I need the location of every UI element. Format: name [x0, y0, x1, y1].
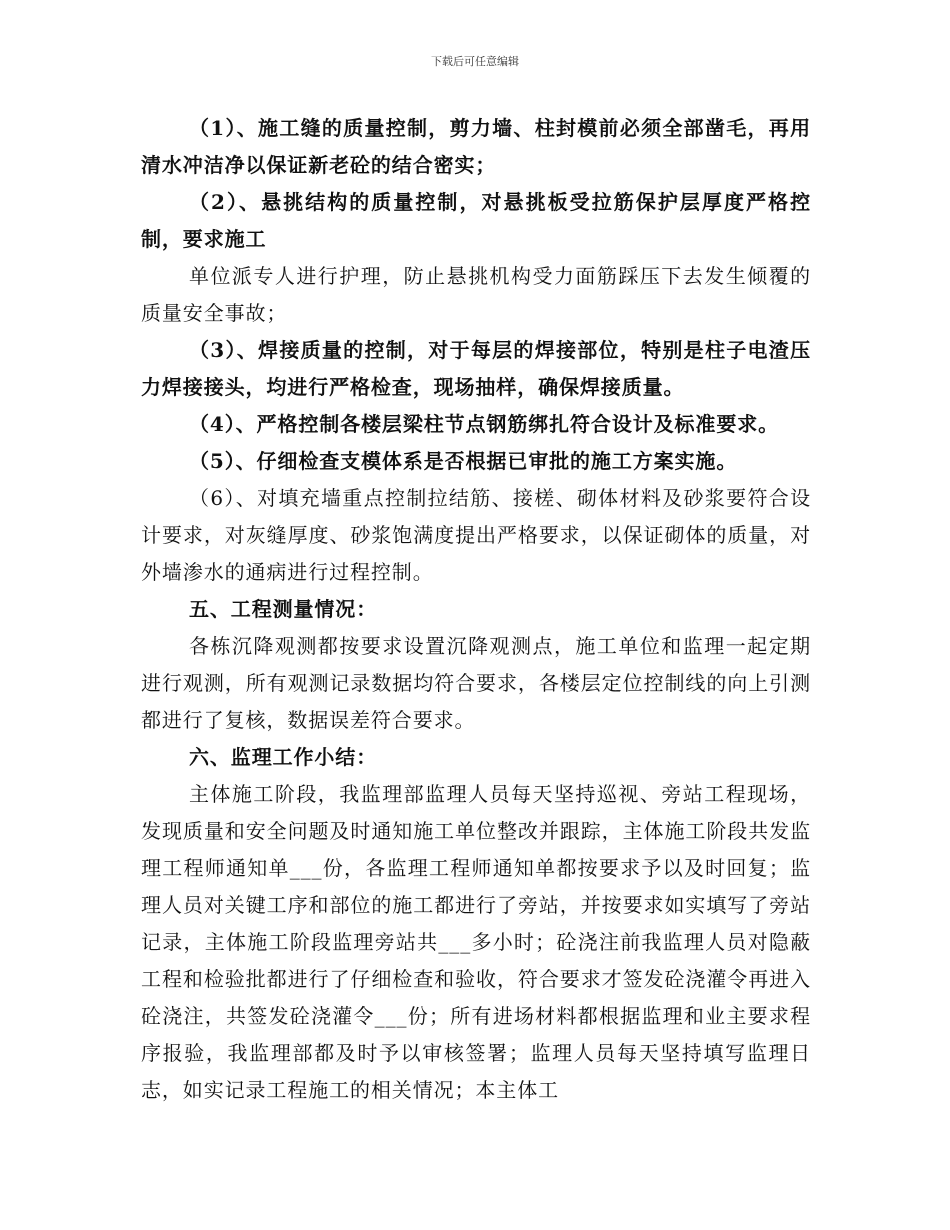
document-body	[141, 110, 811, 1109]
paragraph-construction-joint: （1）、施工缝的质量控制，剪力墙、柱封模前必须全部凿毛，再用清水冲洁净以保证新老砼的结合密实；	[141, 116, 811, 177]
paragraph-survey: 各栋沉降观测都按要求设置沉降观测点，施工单位和监理一起定期进行观测，所有观测记录数据均符合要求，各楼层定位控制线的向上引测都进行了复核，数据误差符合要求。	[141, 634, 811, 732]
paragraph-cantilever-protection: 单位派专人进行护理，防止悬挑机构受力面筋踩压下去发生倾覆的质量安全事故；	[141, 264, 811, 325]
paragraph-summary: 主体施工阶段，我监理部监理人员每天坚持巡视、旁站工程现场，发现质量和安全问题及时通知施工单位整改并跟踪，主体施工阶段共发监理工程师通知单___份，各监理工程师通知单都按要求予以及时回复；监理人员对关键工序和部位的施工都进行了旁站，并按要求如实填写了旁站记录，主体施工阶段监理旁站共___多小时；砼浇注前我监理人员对隐蔽工程和检验批都进行了仔细检查和验收，符合要求才签发砼浇灌令再进入砼浇注，共签发砼浇灌令___份；所有进场材料都根据监理和业主要求程序报验，我监理部都及时予以审核签署；监理人员每天坚持填写监理日志，如实记录工程施工的相关情况；本主体工	[141, 782, 811, 1102]
paragraph-formwork-check: （5）、仔细检查支模体系是否根据已审批的施工方案实施。	[189, 449, 738, 473]
section-heading-summary: 六、监理工作小结：	[189, 745, 378, 769]
paragraph-cantilever-structure: （2）、悬挑结构的质量控制，对悬挑板受拉筋保护层厚度严格控制，要求施工	[141, 190, 811, 251]
paragraph-beam-column-nodes: （4）、严格控制各楼层梁柱节点钢筋绑扎符合设计及标准要求。	[189, 412, 780, 436]
section-heading-survey: 五、工程测量情况：	[189, 597, 378, 621]
paragraph-welding-quality: （3）、焊接质量的控制，对于每层的焊接部位，特别是柱子电渣压力焊接接头，均进行严格检查，现场抽样，确保焊接质量。	[141, 338, 811, 399]
page-header: 下载后可任意编辑	[431, 55, 519, 68]
paragraph-infill-wall: （6）、对填充墙重点控制拉结筋、接槎、砌体材料及砂浆要符合设计要求，对灰缝厚度、砂浆饱满度提出严格要求，以保证砌体的质量，对外墙渗水的通病进行过程控制。	[141, 486, 811, 584]
